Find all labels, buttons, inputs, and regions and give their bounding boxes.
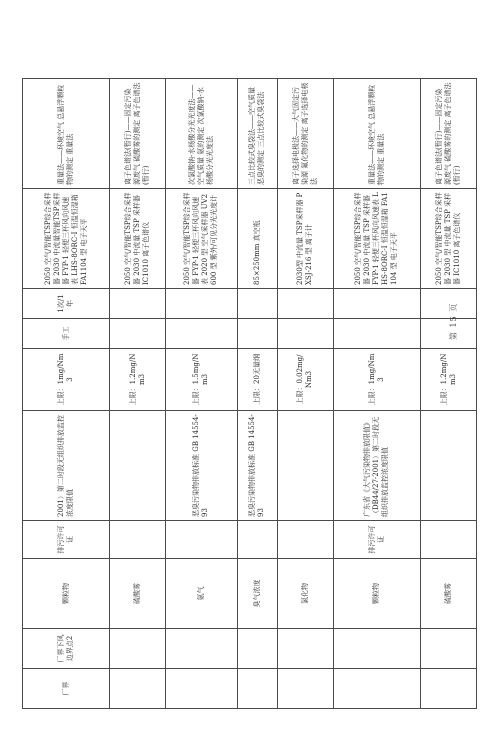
- method-cell: 三点比较式臭袋法——空气质量 恶臭的测定 三点比较式臭袋法: [237, 79, 277, 189]
- station-cell: 厂界: [23, 669, 110, 709]
- empty-cell: [277, 319, 333, 349]
- mode-cell: 手工: [23, 319, 110, 349]
- license-cell: [277, 521, 333, 559]
- empty-cell: [110, 289, 166, 319]
- method-cell: 重量法——环境空气 总悬浮颗粒物的测定 重量法: [23, 79, 110, 189]
- empty-cell: [237, 319, 277, 349]
- table-row: [277, 79, 333, 709]
- empty-cell: [277, 629, 333, 669]
- empty-cell: [110, 629, 166, 669]
- instrument-cell: 2050 空气/智能TSP综合采样器 2030 中流量 TSP 采样器 IC1010 离子色谱仪: [110, 189, 166, 289]
- instrument-cell: 2050 空气/智能TSP综合采样器 FYP-1 轻便三杯风向风速表 2020 型 空气采样器 UV2600 型 紫外/可见分光光度计: [166, 189, 238, 289]
- table-row: [166, 79, 238, 709]
- license-cell: [110, 521, 166, 559]
- method-cell: 离子色谱法(暂行)——固定污染源废气 硫酸雾的测定 离子色谱法(暂行): [421, 79, 477, 189]
- pollutant-cell: 颗粒物: [333, 559, 420, 629]
- empty-cell: [166, 289, 238, 319]
- empty-cell: [166, 629, 238, 669]
- standard-cell: 恶臭污染物排放标准 GB 14554-93: [166, 411, 238, 521]
- standard-cell: 2001）第二时段无组织排放监控浓度限值: [23, 411, 110, 521]
- standard-cell: 广东省《大气污染物排放限值》（DB44/27-2001）第二时段无组织排放监控浓度限值: [333, 411, 420, 521]
- standard-cell: 恶臭污染物排放标准 GB 14554-93: [237, 411, 277, 521]
- license-cell: [237, 521, 277, 559]
- license-cell: 排污许可证: [23, 521, 110, 559]
- empty-cell: [333, 289, 420, 319]
- pollutant-cell: 颗粒物: [23, 559, 110, 629]
- empty-cell: [166, 669, 238, 709]
- limit-cell: 上限：0.02mg/Nm3: [277, 349, 333, 411]
- pollutant-cell: 硫酸雾: [110, 559, 166, 629]
- limit-cell: 上限：1mg/Nm3: [23, 349, 110, 411]
- instrument-cell: 2030型 中流量 TSP采样器 PXSJ-216 型 离子计: [277, 189, 333, 289]
- method-cell: 离子色谱法(暂行)——固定污染源废气 硫酸雾的测定 离子色谱法(暂行): [110, 79, 166, 189]
- empty-cell: [110, 319, 166, 349]
- table-row: [333, 79, 420, 709]
- empty-cell: [277, 669, 333, 709]
- pollutant-cell: 氯化物: [277, 559, 333, 629]
- instrument-cell: 2050 空气/智能TSP综合采样器 2030 中流量 TSP 采样器 FYP-1 轻便三杯风向风速表 LHS-8ORC-I 恒温恒湿箱 FA1104 型 电子天平: [333, 189, 420, 289]
- limit-cell: 上限：1mg/Nm3: [333, 349, 420, 411]
- standard-cell: [277, 411, 333, 521]
- standard-cell: [421, 411, 477, 521]
- empty-cell: [237, 629, 277, 669]
- empty-cell: [421, 669, 477, 709]
- limit-cell: 上限：1.2mg/Nm3: [110, 349, 166, 411]
- table-row: [23, 79, 110, 709]
- empty-cell: [237, 669, 277, 709]
- table-row: [421, 79, 477, 709]
- empty-cell: [110, 669, 166, 709]
- limit-cell: 上限：20无量纲: [237, 349, 277, 411]
- empty-cell: [333, 669, 420, 709]
- empty-cell: [166, 319, 238, 349]
- pollutant-cell: 氨气: [166, 559, 238, 629]
- empty-cell: [237, 289, 277, 319]
- table-row: [237, 79, 277, 709]
- table-row: [110, 79, 166, 709]
- empty-cell: [421, 629, 477, 669]
- rotated-table-sheet: [22, 40, 477, 747]
- method-cell: 重量法——环境空气 总悬浮颗粒物的测定 重量法: [333, 79, 420, 189]
- instrument-cell: 2050 空气/智能TSP综合采样器 2030 型 中流量 TSP 采样器 IC1010 离子色谱仪: [421, 189, 477, 289]
- instrument-cell: 85×250mm 真空瓶: [237, 189, 277, 289]
- license-cell: [421, 521, 477, 559]
- monitoring-table: [22, 78, 477, 709]
- page-number: 第 15 页: [449, 302, 458, 340]
- instrument-cell: 2050 空气/智能TSP综合采样器 2030 中流量智能TSP采样器 FYP-1 轻便三杯风向风速表 LHS-8ORC-I 恒温恒湿箱 FA1104 型 电子天平: [23, 189, 110, 289]
- standard-cell: [110, 411, 166, 521]
- empty-cell: [333, 629, 420, 669]
- limit-cell: 上限：1.2mg/Nm3: [421, 349, 477, 411]
- frequency-cell: 1次/1年: [23, 289, 110, 319]
- method-cell: 次氯酸钠-水杨酸分光光度法——空气质量 氨的测定 次氯酸钠-水杨酸分光光度法: [166, 79, 238, 189]
- license-cell: 排污许可证: [333, 521, 420, 559]
- method-cell: 离子选择电极法——大气固定污染源 氟化物的测定 离子选择电极法: [277, 79, 333, 189]
- monitoring-point-cell: 厂界下风边界点2: [23, 629, 110, 669]
- license-cell: [166, 521, 238, 559]
- limit-cell: 上限：1.5mg/Nm3: [166, 349, 238, 411]
- pollutant-cell: 臭气浓度: [237, 559, 277, 629]
- pollutant-cell: 硫酸雾: [421, 559, 477, 629]
- empty-cell: [277, 289, 333, 319]
- empty-cell: [333, 319, 420, 349]
